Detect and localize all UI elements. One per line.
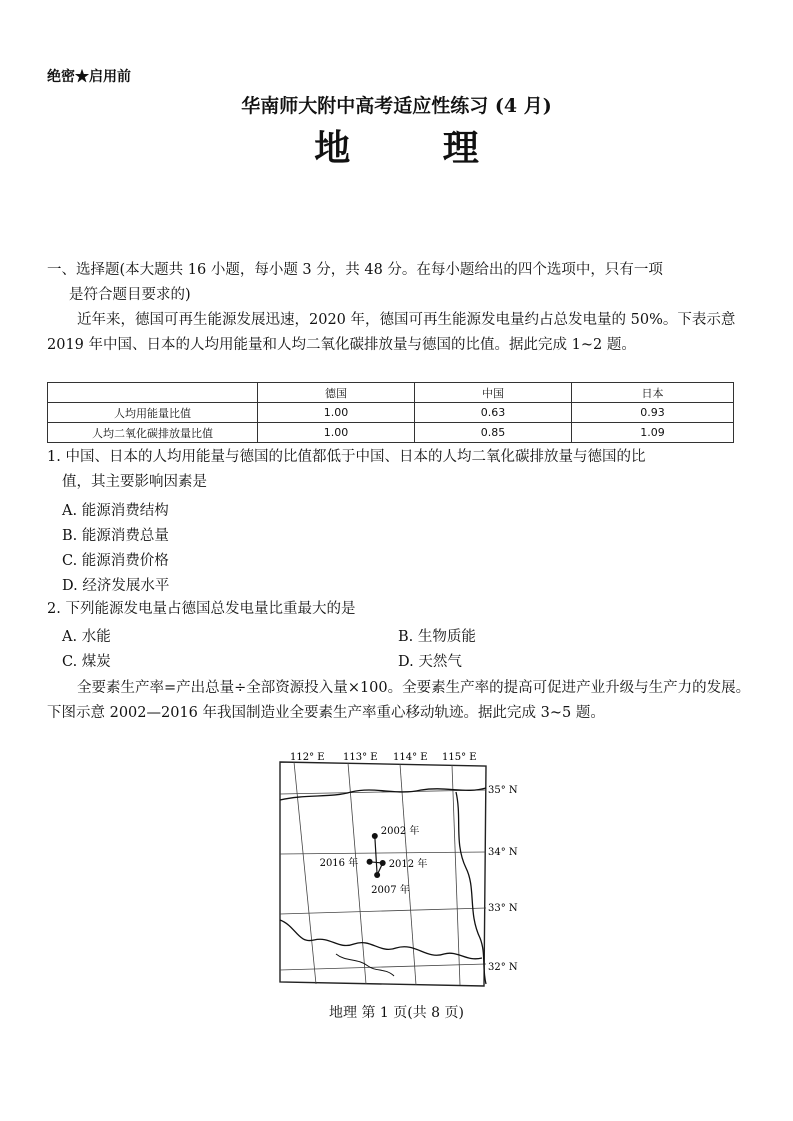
table-cell: 0.85 [415,423,572,443]
q2-option-b: B. 生物质能 [398,629,476,645]
trajectory-point [374,872,380,878]
question-1-stem-line2: 值，其主要影响因素是 [62,474,207,490]
table-cell: 1.00 [258,423,415,443]
table-header-cell: 中国 [415,383,572,403]
map-svg [276,748,524,988]
table-cell: 人均用能量比值 [48,403,258,423]
lon-label: 115° E [442,752,477,763]
lon-label: 113° E [343,752,378,763]
q2-option-c: C. 煤炭 [62,654,111,670]
passage-2 [47,676,759,726]
section-heading [47,258,757,308]
table-cell: 0.93 [572,403,734,423]
passage-1: 近年来，德国可再生能源发展迅速，2020 年，德国可再生能源发电量约占总发电量的 50%。下表示意 2019 年中国、日本的人均用能量和人均二氧化碳排放量与德国的比值。据此完成 1~2 题。 [47,312,736,353]
graticule [280,762,486,985]
table-cell: 人均二氧化碳排放量比值 [48,423,258,443]
table-cell: 1.00 [258,403,415,423]
trajectory-map [276,748,524,988]
trajectory-year-label: 2002 年 [380,826,420,837]
lon-label: 112° E [290,752,325,763]
trajectory-point [367,859,373,865]
q1-option-a: A. 能源消费结构 [62,503,169,519]
province-boundary-north [280,788,486,800]
trajectory-line [370,836,383,875]
section-heading-line2: 是符合题目要求的) [69,287,191,303]
section-heading-line1: 一、选择题(本大题共 16 小题，每小题 3 分，共 48 分。在每小题给出的四个选项中，只有一项 [47,262,663,278]
lon-label: 114° E [393,752,428,763]
q1-option-d: D. 经济发展水平 [62,578,170,594]
secret-label: 绝密★启用前 [47,69,131,85]
trajectory-point [372,833,378,839]
table-header-row [48,383,734,403]
passage-2-formula: 全要素生产率=产出总量÷全部资源投入量 [77,680,348,696]
q2-option-a: A. 水能 [62,629,111,645]
exam-title: 华南师大附中高考适应性练习 (4 月) [241,95,552,117]
table-row [48,423,734,443]
table-cell: 1.09 [572,423,734,443]
table-header-cell [48,383,258,403]
page-footer: 地理 第 1 页(共 8 页) [329,1005,464,1021]
table-row [48,403,734,423]
question-2-stem: 2. 下列能源发电量占德国总发电量比重最大的是 [47,601,356,617]
lat-label: 34° N [488,847,518,858]
lat-label: 33° N [488,903,518,914]
ratio-table [47,382,734,443]
trajectory-year-label: 2016 年 [319,857,359,869]
subject-title: 地 理 [314,127,519,169]
q1-option-b: B. 能源消费总量 [62,528,169,544]
table-header-cell: 德国 [258,383,415,403]
q1-option-c: C. 能源消费价格 [62,553,169,569]
lat-label: 35° N [488,785,518,796]
q2-option-d: D. 天然气 [398,654,462,670]
trajectory-point [380,860,386,866]
table-cell: 0.63 [415,403,572,423]
trajectory-year-label: 2007 年 [371,885,410,896]
lat-label: 32° N [488,962,518,973]
passage-2-rest: 生产力的发展。下图示意 2002—2016 年我国制造业全要素生产率重心移动轨迹。据此完成 3~5 题。 [47,680,751,721]
trajectory-year-label: 2012 年 [388,859,428,870]
map-frame [280,762,486,986]
passage-2-line1-cont: ×100。全要素生产率的提高可促进产业升级与 [347,680,649,696]
question-1-stem-line1: 1. 中国、日本的人均用能量与德国的比值都低于中国、日本的人均二氧化碳排放量与德国的比 [47,449,646,465]
table-header-cell: 日本 [572,383,734,403]
question-1 [47,445,759,495]
trajectory-track [320,824,428,896]
